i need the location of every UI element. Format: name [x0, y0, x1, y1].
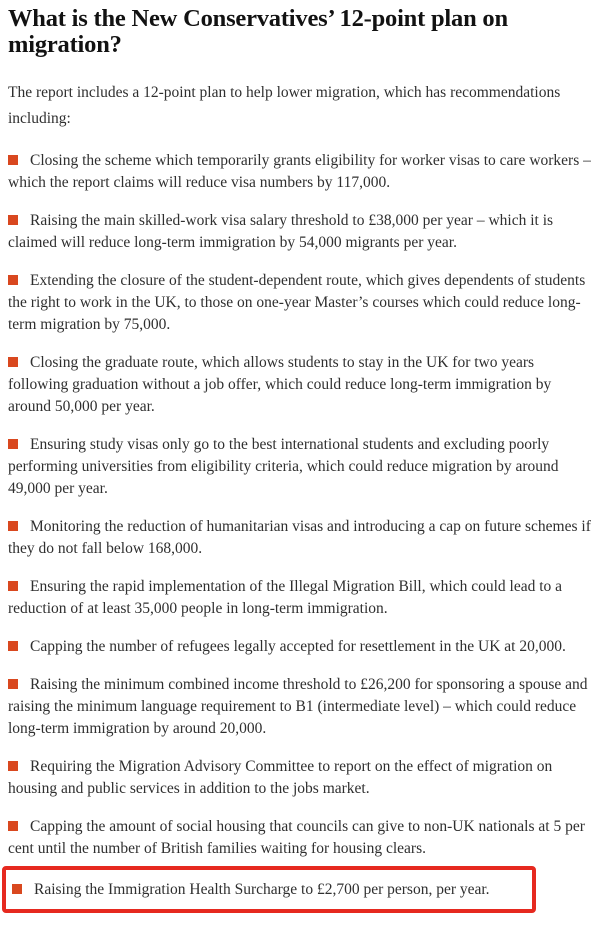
- square-bullet-icon: [8, 761, 18, 771]
- list-item: [8, 352, 592, 418]
- list-item-text: Raising the main skilled-work visa salary threshold to £38,000 per year – which it is claimed will reduce long-term immigration by 54,000 migrants per year.: [8, 212, 554, 251]
- list-item: [8, 150, 592, 194]
- list-item: [8, 636, 592, 658]
- list-item: [8, 816, 592, 860]
- list-item-text: Monitoring the reduction of humanitarian visas and introducing a cap on future schemes if they do not fall below 168,000.: [8, 518, 591, 557]
- list-item: [8, 516, 592, 560]
- list-item: [8, 210, 592, 254]
- list-item: [8, 576, 592, 620]
- list-item-text: Raising the minimum combined income threshold to £26,200 for sponsoring a spouse and raising the minimum language requirement to B1 (intermediate level) – which could reduce long-term immigration by around 20,000.: [8, 676, 588, 737]
- list-item: [8, 434, 592, 500]
- square-bullet-icon: [8, 821, 18, 831]
- list-item-text: Closing the graduate route, which allows students to stay in the UK for two years following graduation without a job offer, which could reduce long-term immigration by around 50,000 per year.: [8, 354, 552, 415]
- list-item: [8, 756, 592, 800]
- square-bullet-icon: [12, 884, 22, 894]
- bullet-list: [8, 150, 592, 913]
- article-title: What is the New Conservatives’ 12-point plan on migration?: [8, 5, 508, 58]
- square-bullet-icon: [8, 155, 18, 165]
- list-item-text: Closing the scheme which temporarily grants eligibility for worker visas to care workers – which the report claims will reduce visa numbers by 117,000.: [8, 152, 591, 191]
- list-item: [8, 270, 592, 336]
- list-item-text: Capping the amount of social housing that councils can give to non-UK nationals at 5 per cent until the number of British families waiting for housing clears.: [8, 818, 585, 857]
- list-item-text: Extending the closure of the student-dependent route, which gives dependents of students the right to work in the UK, to those on one-year Master’s courses which could reduce long-term migration by 75,000.: [8, 272, 586, 333]
- square-bullet-icon: [8, 275, 18, 285]
- list-item-text: Capping the number of refugees legally accepted for resettlement in the UK at 20,000.: [30, 638, 566, 655]
- list-item-highlighted: [2, 866, 536, 913]
- square-bullet-icon: [8, 641, 18, 651]
- square-bullet-icon: [8, 521, 18, 531]
- list-item-text: Raising the Immigration Health Surcharge to £2,700 per person, per year.: [34, 881, 490, 898]
- list-item-text: Ensuring the rapid implementation of the Illegal Migration Bill, which could lead to a reduction of at least 35,000 people in long-term immigration.: [8, 578, 563, 617]
- square-bullet-icon: [8, 439, 18, 449]
- list-item-text: Requiring the Migration Advisory Committee to report on the effect of migration on housing and public services in addition to the jobs market.: [8, 758, 553, 797]
- article-intro: The report includes a 12-point plan to help lower migration, which has recommendations including:: [8, 84, 561, 127]
- square-bullet-icon: [8, 679, 18, 689]
- list-item: [8, 674, 592, 740]
- square-bullet-icon: [8, 215, 18, 225]
- list-item-text: Ensuring study visas only go to the best international students and excluding poorly performing universities from eligibility criteria, which could reduce migration by around 49,000 per year.: [8, 436, 559, 497]
- square-bullet-icon: [8, 581, 18, 591]
- square-bullet-icon: [8, 357, 18, 367]
